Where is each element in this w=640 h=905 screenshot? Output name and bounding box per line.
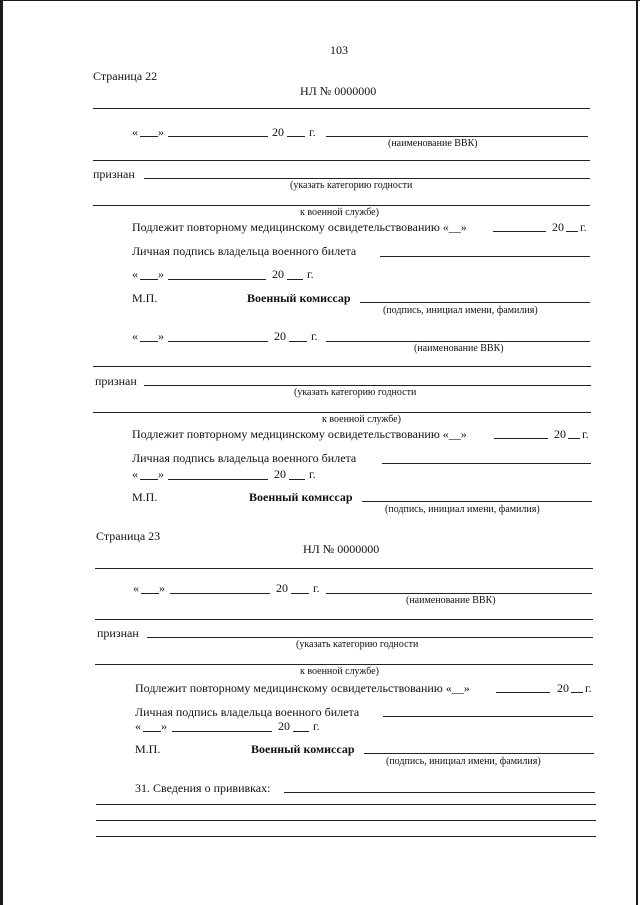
- vaccinations-line[interactable]: [96, 804, 596, 805]
- fitness-category-field[interactable]: [144, 385, 591, 386]
- owner-signature-field[interactable]: [382, 463, 591, 464]
- page-right-edge: [636, 0, 638, 905]
- date-day-blank[interactable]: [143, 731, 161, 732]
- date-day-blank[interactable]: [140, 279, 158, 280]
- date-month-blank[interactable]: [170, 593, 270, 594]
- date-year-suffix: г.: [311, 329, 318, 343]
- date-month-blank[interactable]: [172, 731, 272, 732]
- owner-signature-label: Личная подпись владельца военного билета: [132, 451, 357, 465]
- reexam-year-suffix: г.: [585, 681, 592, 695]
- separator-line: [95, 619, 593, 620]
- commissar-caption: (подпись, инициал имени, фамилия): [383, 305, 538, 316]
- date-year-blank[interactable]: [287, 136, 305, 137]
- reexam-year-prefix: 20: [554, 427, 566, 441]
- category-caption-continued: к военной службе): [300, 207, 379, 218]
- date-day-blank[interactable]: [140, 479, 158, 480]
- fitness-category-line-2[interactable]: [93, 412, 591, 413]
- commissar-signature-field[interactable]: [364, 753, 594, 754]
- commission-caption: (наименование ВВК): [414, 343, 504, 354]
- owner-signature-label: Личная подпись владельца военного билета: [132, 244, 357, 258]
- date-year-prefix: 20: [274, 467, 286, 481]
- reexam-year-prefix: 20: [552, 220, 564, 234]
- date-year-prefix: 20: [272, 267, 284, 281]
- date-year-prefix: 20: [276, 581, 288, 595]
- form-number: НЛ № 0000000: [300, 84, 377, 98]
- date-month-blank[interactable]: [168, 479, 268, 480]
- date-year-prefix: 20: [278, 719, 290, 733]
- date-quote-open: «: [135, 719, 141, 733]
- date-day-blank[interactable]: [140, 341, 158, 342]
- page-left-edge: [0, 0, 3, 905]
- date-quote-open: «: [132, 467, 138, 481]
- reexam-month-blank[interactable]: [493, 231, 546, 232]
- date-year-blank[interactable]: [289, 341, 307, 342]
- date-quote-open: «: [132, 125, 138, 139]
- date-year-prefix: 20: [274, 329, 286, 343]
- date-quote-open: «: [132, 329, 138, 343]
- owner-signature-field[interactable]: [380, 256, 590, 257]
- vaccinations-field[interactable]: [284, 792, 595, 793]
- reexam-month-blank[interactable]: [494, 438, 548, 439]
- commissar-caption: (подпись, инициал имени, фамилия): [386, 756, 541, 767]
- fitness-category-field[interactable]: [147, 637, 593, 638]
- date-quote-close: »: [158, 329, 164, 343]
- separator-line: [93, 366, 591, 367]
- commission-name-field[interactable]: [326, 136, 588, 137]
- vaccinations-line[interactable]: [96, 820, 596, 821]
- stamp-label: М.П.: [132, 490, 158, 504]
- separator-line: [93, 108, 590, 109]
- date-year-blank[interactable]: [289, 479, 305, 480]
- date-quote-close: »: [159, 581, 165, 595]
- reexam-year-suffix: г.: [582, 427, 589, 441]
- form-number: НЛ № 0000000: [303, 542, 380, 556]
- reexam-year-blank[interactable]: [568, 438, 580, 439]
- reexam-year-prefix: 20: [557, 681, 569, 695]
- page-top-edge: [0, 0, 640, 1]
- commission-caption: (наименование ВВК): [406, 595, 496, 606]
- date-year-suffix: г.: [309, 125, 316, 139]
- date-year-suffix: г.: [307, 267, 314, 281]
- commission-name-field[interactable]: [326, 593, 592, 594]
- date-quote-close: »: [161, 719, 167, 733]
- commissar-caption: (подпись, инициал имени, фамилия): [385, 504, 540, 515]
- owner-signature-field[interactable]: [383, 716, 593, 717]
- date-quote-open: «: [133, 581, 139, 595]
- reexam-year-suffix: г.: [580, 220, 587, 234]
- date-year-blank[interactable]: [287, 279, 303, 280]
- vaccinations-line[interactable]: [96, 836, 596, 837]
- reexam-year-blank[interactable]: [566, 231, 578, 232]
- category-caption: (указать категорию годности: [294, 387, 417, 398]
- fitness-category-field[interactable]: [144, 178, 590, 179]
- page-number: 103: [330, 43, 348, 57]
- page-label: Страница 23: [96, 529, 161, 543]
- category-caption: (указать категорию годности: [296, 639, 419, 650]
- fitness-category-line-2[interactable]: [95, 664, 593, 665]
- recognized-label: признан: [93, 167, 135, 181]
- category-caption: (указать категорию годности: [290, 180, 413, 191]
- date-month-blank[interactable]: [168, 136, 268, 137]
- page-label: Страница 22: [93, 69, 158, 83]
- date-year-blank[interactable]: [293, 731, 309, 732]
- commissar-signature-field[interactable]: [362, 501, 592, 502]
- separator-line: [93, 160, 590, 161]
- commissar-signature-field[interactable]: [360, 302, 590, 303]
- category-caption-continued: к военной службе): [322, 414, 401, 425]
- date-year-suffix: г.: [309, 467, 316, 481]
- date-year-prefix: 20: [272, 125, 284, 139]
- reexam-text: Подлежит повторному медицинскому освидетельствованию «__»: [132, 220, 467, 234]
- recognized-label: признан: [97, 626, 139, 640]
- date-quote-close: »: [158, 125, 164, 139]
- date-month-blank[interactable]: [168, 341, 268, 342]
- commissar-label: Военный комиссар: [249, 490, 353, 504]
- date-quote-close: »: [158, 467, 164, 481]
- commission-caption: (наименование ВВК): [388, 138, 478, 149]
- category-caption-continued: к военной службе): [300, 666, 379, 677]
- reexam-text: Подлежит повторному медицинскому освидетельствованию «__»: [132, 427, 467, 441]
- date-year-suffix: г.: [313, 581, 320, 595]
- reexam-year-blank[interactable]: [571, 692, 583, 693]
- recognized-label: признан: [95, 374, 137, 388]
- separator-line: [95, 568, 593, 569]
- date-quote-open: «: [132, 267, 138, 281]
- date-day-blank[interactable]: [140, 136, 158, 137]
- date-year-suffix: г.: [313, 719, 320, 733]
- commission-name-field[interactable]: [326, 341, 590, 342]
- date-day-blank[interactable]: [141, 593, 159, 594]
- date-quote-close: »: [158, 267, 164, 281]
- commissar-label: Военный комиссар: [251, 742, 355, 756]
- date-month-blank[interactable]: [168, 279, 266, 280]
- reexam-month-blank[interactable]: [496, 692, 550, 693]
- fitness-category-line-2[interactable]: [93, 205, 590, 206]
- date-year-blank[interactable]: [291, 593, 309, 594]
- stamp-label: М.П.: [132, 291, 158, 305]
- commissar-label: Военный комиссар: [247, 291, 351, 305]
- vaccinations-label: 31. Сведения о прививках:: [135, 781, 271, 795]
- reexam-text: Подлежит повторному медицинскому освидетельствованию «__»: [135, 681, 470, 695]
- owner-signature-label: Личная подпись владельца военного билета: [135, 705, 360, 719]
- stamp-label: М.П.: [135, 742, 161, 756]
